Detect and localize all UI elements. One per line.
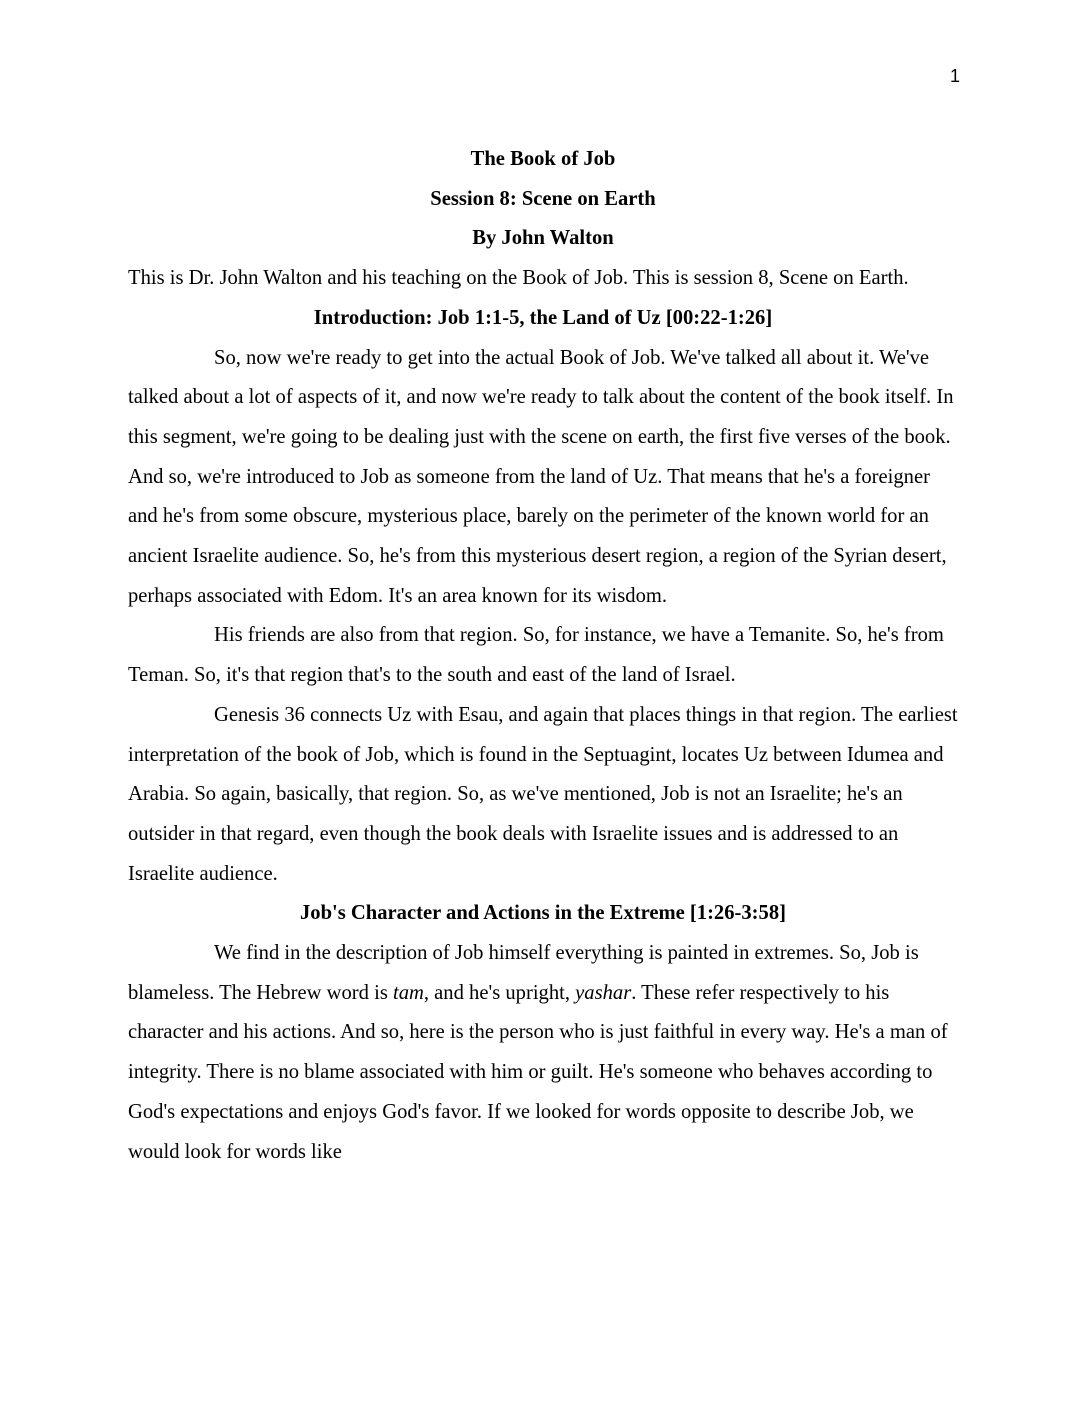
body-paragraph: Genesis 36 connects Uz with Esau, and again that places things in that region. The earliest interpretation of the book of Job, which is found in the Septuagint, locates Uz between Idumea and Arabia. So again, basically, that region. So, as we've mentioned, Job is not an Israelite; he's an outsider in that regard, even though the book deals with Israelite issues and is addressed to an Israelite audience.	[128, 703, 958, 885]
body-paragraph	[128, 934, 958, 1172]
document-body	[128, 140, 958, 1172]
body-paragraph: So, now we're ready to get into the actual Book of Job. We've talked all about it. We've talked about a lot of aspects of it, and now we're ready to talk about the content of the book itself. In this segment, we're going to be dealing just with the scene on earth, the first five verses of the book. And so, we're introduced to Job as someone from the land of Uz. That means that he's a foreigner and he's from some obscure, mysterious place, barely on the perimeter of the known world for an ancient Israelite audience. So, he's from this mysterious desert region, a region of the Syrian desert, perhaps associated with Edom. It's an area known for its wisdom.	[128, 346, 954, 607]
session-title: Session 8: Scene on Earth	[430, 187, 656, 210]
page-number: 1	[949, 66, 960, 86]
section-heading: Introduction: Job 1:1-5, the Land of Uz [00:22-1:26]	[313, 306, 773, 329]
text-run: , and he's upright,	[423, 981, 576, 1004]
document-title: The Book of Job	[470, 148, 616, 170]
intro-paragraph: This is Dr. John Walton and his teaching on the Book of Job. This is session 8, Scene on Earth.	[128, 267, 909, 290]
hebrew-term-yashar: yashar	[575, 981, 632, 1004]
body-paragraph: His friends are also from that region. So, for instance, we have a Temanite. So, he's from Teman. So, it's that region that's to the south and east of the land of Israel.	[128, 624, 944, 687]
hebrew-term-tam: tam	[392, 981, 424, 1004]
author-line: By John Walton	[472, 227, 614, 250]
text-run: We find in the description of Job himself everything is painted in extremes. So, Job is blameless. The Hebrew word is	[128, 942, 919, 1004]
section-heading: Job's Character and Actions in the Extreme [1:26-3:58]	[299, 902, 786, 925]
text-run: . These refer respectively to his character and his actions. And so, here is the person who is just faithful in every way. He's a man of integrity. There is no blame associated with him or guilt. He's someone who behaves according to God's expectations and enjoys God's favor. If we looked for words opposite to describe Job, we would look for words like	[128, 981, 948, 1163]
